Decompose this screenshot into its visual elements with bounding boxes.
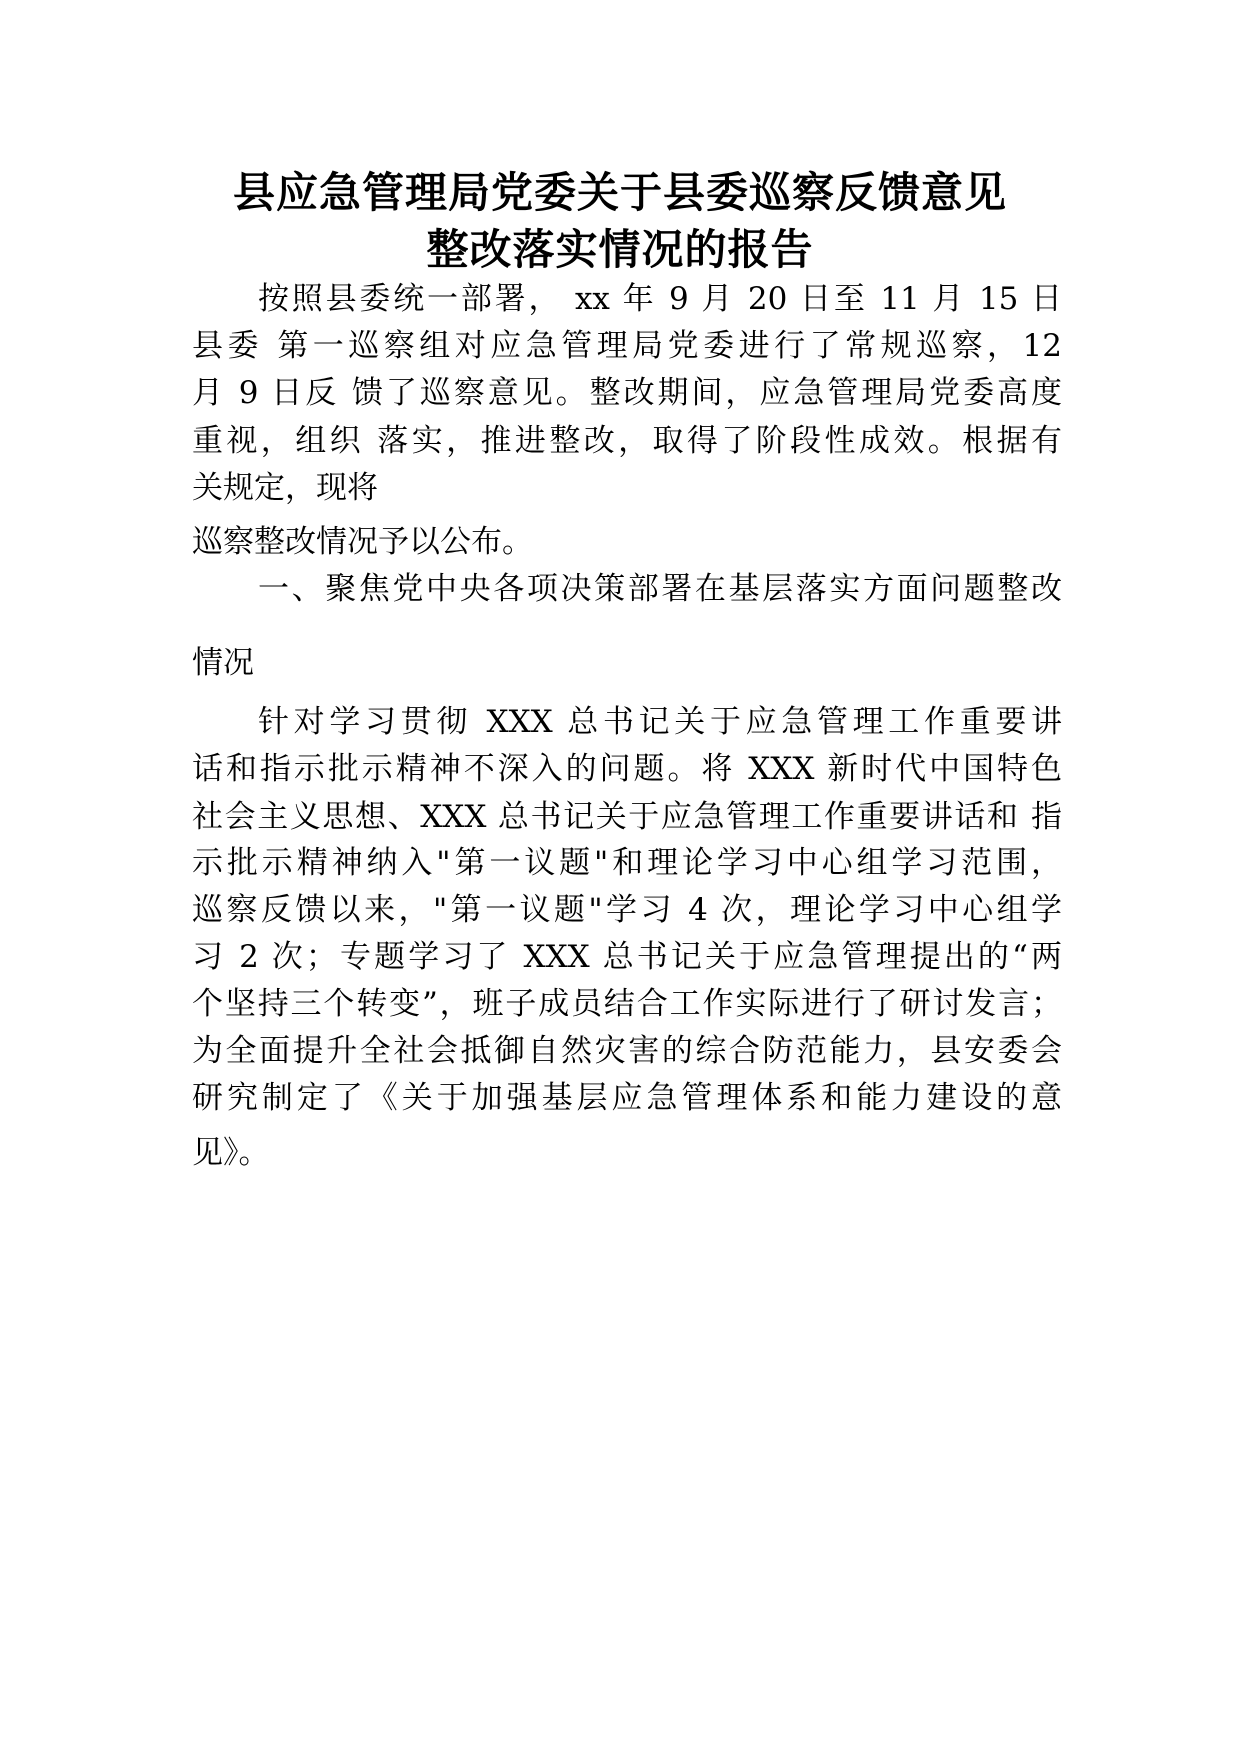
paragraph-2-line-8: 为全面提升全社会抵御自然灾害的综合防范能力，县安委会 xyxy=(192,1033,1062,1069)
paragraph-2-line-1: 针对学习贯彻 XXX 总书记关于应急管理工作重要讲 xyxy=(258,704,1062,740)
paragraph-2-line-6: 习 2 次；专题学习了 XXX 总书记关于应急管理提出的“两 xyxy=(192,939,1062,975)
paragraph-1-line-4: 重视，组织 落实，推进整改，取得了阶段性成效。根据有 xyxy=(192,423,1062,459)
section-heading-1-line-1: 一、聚焦党中央各项决策部署在基层落实方面问题整改 xyxy=(258,571,1062,607)
document-title-line-1: 县应急管理局党委关于县委巡察反馈意见 xyxy=(232,168,1007,217)
paragraph-1-line-1: 按照县委统一部署， xx 年 9 月 20 日至 11 月 15 日 xyxy=(258,281,1062,317)
paragraph-2-line-2: 话和指示批示精神不深入的问题。将 XXX 新时代中国特色 xyxy=(192,751,1062,787)
paragraph-1-line-6: 巡察整改情况予以公布。 xyxy=(192,524,533,560)
paragraph-1-line-2: 县委 第一巡察组对应急管理局党委进行了常规巡察，12 xyxy=(192,328,1062,364)
paragraph-2-line-4: 示批示精神纳入"第一议题"和理论学习中心组学习范围， xyxy=(192,845,1062,881)
paragraph-2-line-3: 社会主义思想、XXX 总书记关于应急管理工作重要讲话和 指 xyxy=(192,799,1062,835)
paragraph-1-line-3: 月 9 日反 馈了巡察意见。整改期间，应急管理局党委高度 xyxy=(192,375,1062,411)
paragraph-1-line-5: 关规定，现将 xyxy=(192,470,378,506)
document-title-line-2: 整改落实情况的报告 xyxy=(426,225,814,274)
paragraph-2-line-10: 见》。 xyxy=(192,1135,270,1171)
section-heading-1-line-2: 情况 xyxy=(192,645,254,681)
paragraph-2-line-9: 研究制定了《关于加强基层应急管理体系和能力建设的意 xyxy=(192,1080,1062,1116)
paragraph-2-line-5: 巡察反馈以来，"第一议题"学习 4 次，理论学习中心组学 xyxy=(192,892,1062,928)
paragraph-2-line-7: 个坚持三个转变”，班子成员结合工作实际进行了研讨发言； xyxy=(192,986,1062,1022)
